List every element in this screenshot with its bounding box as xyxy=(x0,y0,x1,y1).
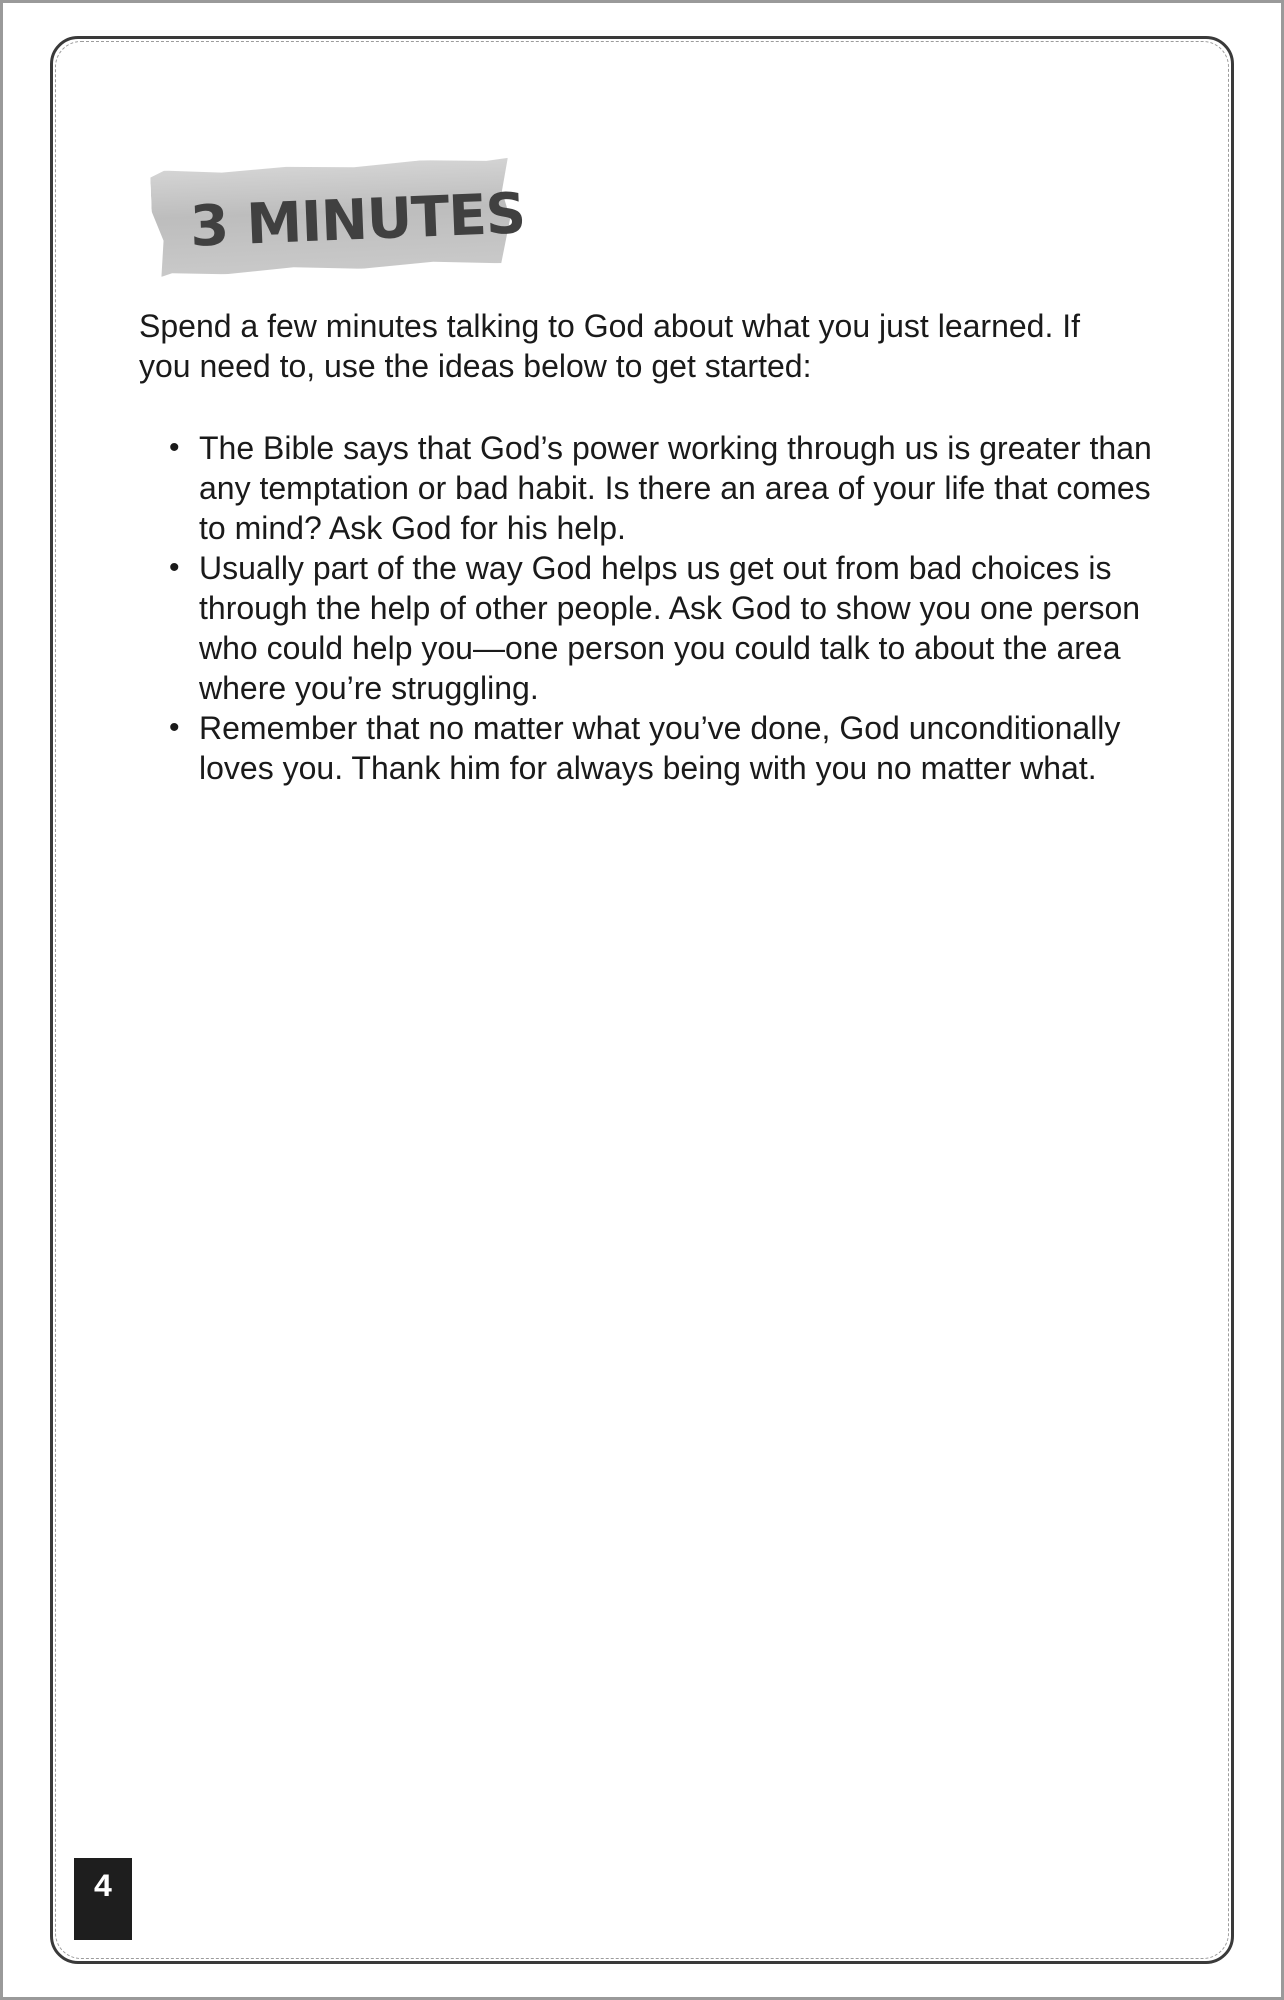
page-number: 4 xyxy=(74,1858,132,1940)
bullet-icon: • xyxy=(169,551,180,584)
list-item xyxy=(169,428,1159,548)
prayer-prompt-list xyxy=(169,428,1159,788)
list-item-text: The Bible says that God’s power working through us is greater than any temptation or bad habit. Is there an area of your life that comes to mind? Ask God for his help. xyxy=(199,430,1152,546)
bullet-icon: • xyxy=(169,711,180,744)
intro-paragraph: Spend a few minutes talking to God about what you just learned. If you need to, use the ideas below to get started: xyxy=(139,308,1081,384)
list-item-text: Remember that no matter what you’ve done, God unconditionally loves you. Thank him for always being with you no matter what. xyxy=(199,710,1121,786)
section-heading: 3 MINUTES xyxy=(188,181,527,260)
list-item xyxy=(169,708,1159,788)
list-item xyxy=(169,548,1159,708)
list-item-text: Usually part of the way God helps us get out from bad choices is through the help of other people. Ask God to show you one person who could help you—one person you could talk to about the area where you’re struggling. xyxy=(199,550,1141,706)
bullet-icon: • xyxy=(169,431,180,464)
